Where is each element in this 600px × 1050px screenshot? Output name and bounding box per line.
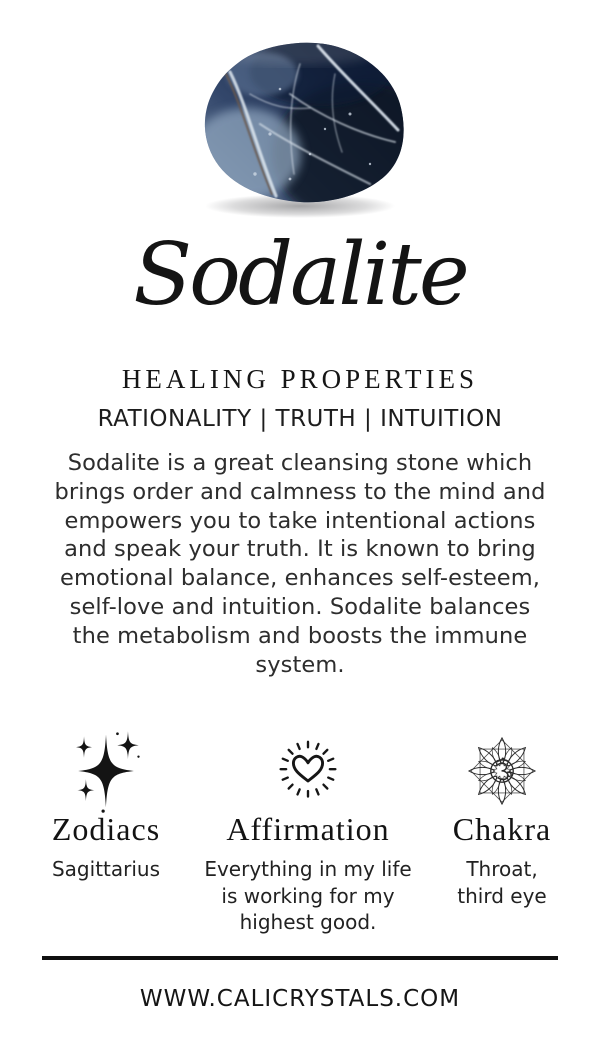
attribute-column-chakra	[426, 733, 578, 909]
attributes-row	[22, 733, 578, 936]
attribute-label: Zodiacs	[51, 811, 161, 847]
attribute-label: Chakra	[452, 811, 552, 847]
radiant-heart-icon	[267, 733, 349, 809]
lotus-om-icon	[463, 733, 541, 809]
attribute-value: Throat, third eye	[457, 857, 547, 908]
attribute-column-zodiacs	[22, 733, 190, 883]
crystal-name-script: Sodalite	[133, 225, 467, 325]
attribute-column-affirmation	[199, 733, 417, 936]
section-heading: HEALING PROPERTIES	[121, 364, 479, 394]
sodalite-stone-image	[170, 34, 430, 224]
sparkles-icon	[58, 733, 154, 809]
website-url: WWW.CALICRYSTALS.COM	[139, 986, 461, 1012]
attribute-label: Affirmation	[226, 811, 390, 847]
attribute-value: Sagittarius	[51, 857, 161, 881]
divider-line	[42, 956, 558, 960]
sodalite-stone-photo	[170, 34, 430, 224]
keywords-line: RATIONALITY | TRUTH | INTUITION	[97, 406, 503, 432]
attribute-value: Everything in my life is working for my highest good.	[204, 857, 412, 935]
description-paragraph: Sodalite is a great cleansing stone which brings order and calmness to the mind and empowers you to take intentional actions and speak your truth. It is known to bring emotional balance, enhances self-esteem, self-love and intuition. Sodalite balances the metabolism and boosts the immune system.	[54, 450, 546, 678]
